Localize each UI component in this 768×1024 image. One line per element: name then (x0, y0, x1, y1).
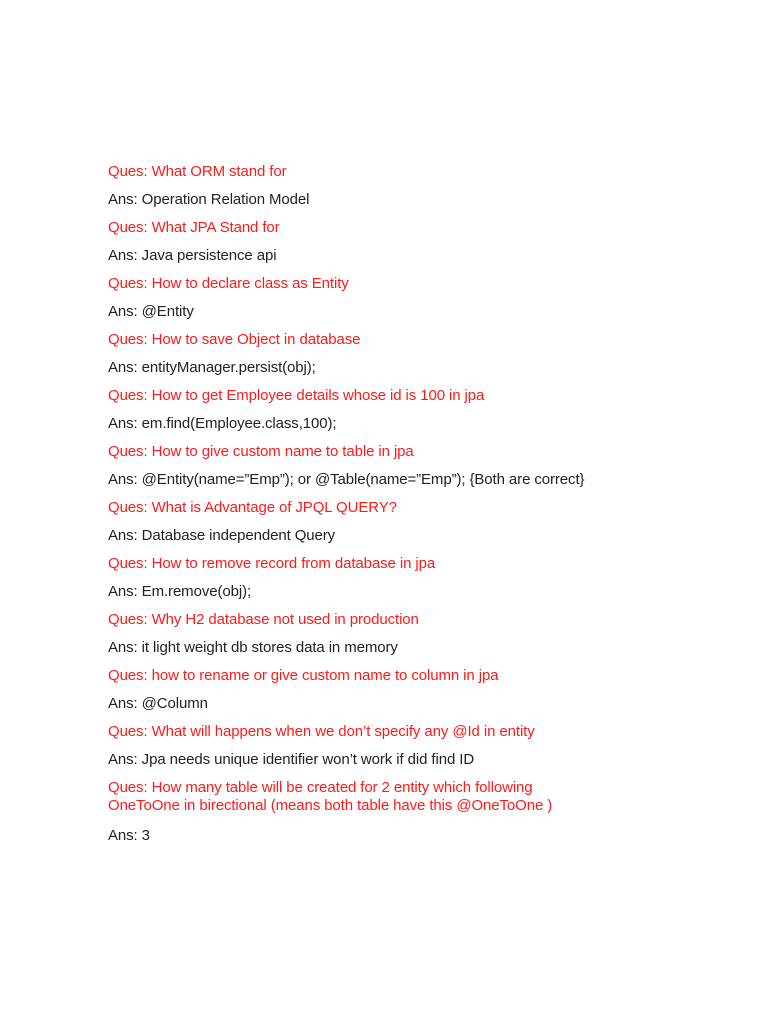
answer-4: Ans: entityManager.persist(obj); (108, 359, 316, 376)
answer-1: Ans: Operation Relation Model (108, 191, 310, 208)
question-3: Ques: How to declare class as Entity (108, 275, 349, 292)
question-5: Ques: How to get Employee details whose id is 100 in jpa (108, 387, 485, 404)
qa-list (108, 163, 728, 855)
answer-7: Ans: Database independent Query (108, 527, 336, 544)
question-11: Ques: What will happens when we don’t specify any @Id in entity (108, 723, 535, 740)
answer-11: Ans: Jpa needs unique identifier won’t work if did find ID (108, 751, 475, 768)
question-9: Ques: Why H2 database not used in production (108, 611, 419, 628)
answer-9: Ans: it light weight db stores data in memory (108, 639, 398, 656)
question-2: Ques: What JPA Stand for (108, 219, 280, 236)
question-4: Ques: How to save Object in database (108, 331, 361, 348)
answer-10: Ans: @Column (108, 695, 208, 712)
answer-6: Ans: @Entity(name=”Emp”); or @Table(name=”Emp”); {Both are correct} (108, 471, 585, 488)
answer-12: Ans: 3 (108, 827, 150, 844)
answer-3: Ans: @Entity (108, 303, 194, 320)
answer-5: Ans: em.find(Employee.class,100); (108, 415, 337, 432)
answer-8: Ans: Em.remove(obj); (108, 583, 252, 600)
question-6: Ques: How to give custom name to table in jpa (108, 443, 414, 460)
answer-2: Ans: Java persistence api (108, 247, 277, 264)
question-8: Ques: How to remove record from database in jpa (108, 555, 436, 572)
question-10: Ques: how to rename or give custom name to column in jpa (108, 667, 499, 684)
question-12: Ques: How many table will be created for 2 entity which following OneToOne in birectional (means both table have this @OneToOne ) (108, 779, 553, 814)
question-7: Ques: What is Advantage of JPQL QUERY? (108, 499, 397, 516)
question-1: Ques: What ORM stand for (108, 163, 287, 180)
